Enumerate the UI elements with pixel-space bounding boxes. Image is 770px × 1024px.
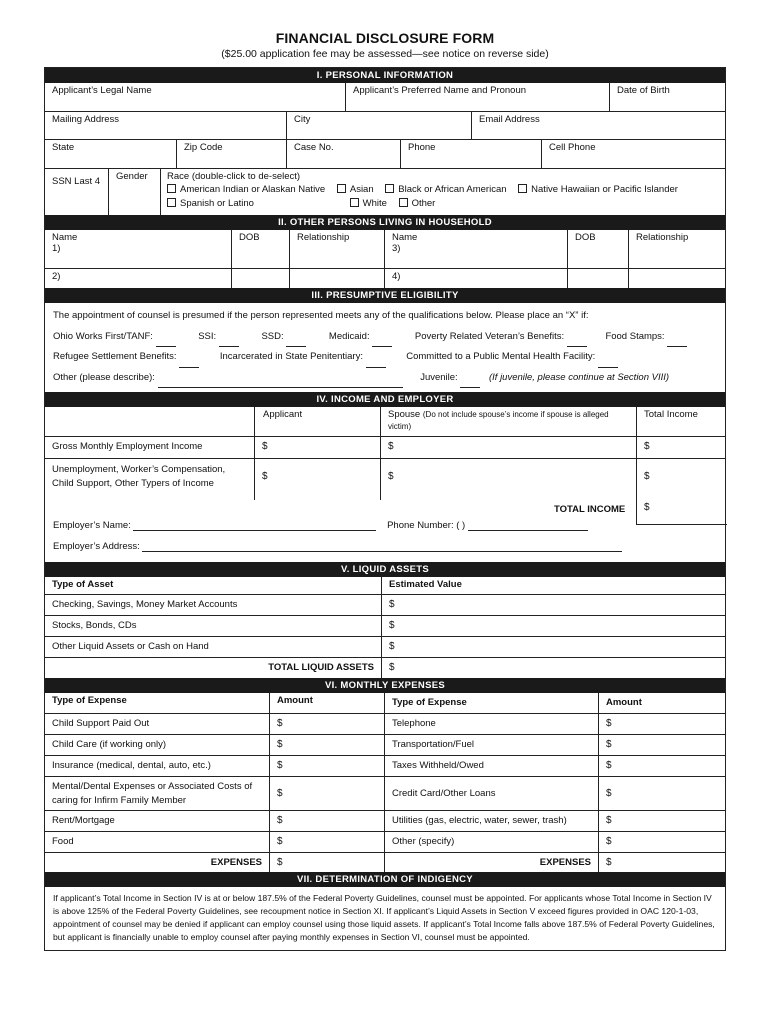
relationship-label: Relationship <box>636 232 689 243</box>
checkbox-icon[interactable] <box>167 198 176 207</box>
asset-stocks-label: Stocks, Bonds, CDs <box>52 620 137 631</box>
expense-amount-input-right[interactable]: $ <box>598 714 725 734</box>
preferred-name-field[interactable] <box>345 83 609 111</box>
mental-health-input[interactable] <box>598 359 618 368</box>
form-title: FINANCIAL DISCLOSURE FORM <box>275 30 495 46</box>
expense-amount-input-left[interactable]: $ <box>269 714 384 734</box>
race-option-american-indian[interactable]: American Indian or Alaskan Native <box>167 184 325 195</box>
household-relationship-2-field[interactable] <box>289 269 384 288</box>
medicaid-input[interactable] <box>372 338 392 347</box>
expense-amount-input-right[interactable]: $ <box>598 832 725 852</box>
employer-name-label: Employer’s Name: <box>53 520 131 531</box>
mailing-address-field[interactable] <box>45 112 286 139</box>
section-4-header: IV. INCOME AND EMPLOYER <box>45 392 725 407</box>
household-name-4-field[interactable] <box>384 269 567 288</box>
form-subtitle: ($25.00 application fee may be assessed—see notice on reverse side) <box>221 48 549 60</box>
section-7-header: VII. DETERMINATION OF INDIGENCY <box>45 872 725 887</box>
expense-label-left: Food <box>52 836 74 847</box>
eligibility-intro: The appointment of counsel is presumed if the person represented meets any of the qualifications below. Please place an “X” if: <box>53 310 589 321</box>
household-dob-4-field[interactable] <box>567 269 628 288</box>
ssd-input[interactable] <box>286 338 306 347</box>
refugee-input[interactable] <box>179 359 199 368</box>
household-dob-3-field[interactable] <box>567 230 628 268</box>
household-relationship-4-field[interactable] <box>628 269 725 288</box>
poverty-vet-input[interactable] <box>567 338 587 347</box>
expense-amount-input-left[interactable]: $ <box>269 756 384 776</box>
other-income-label: Unemployment, Worker’s Compensation, Child Support, Other Typers of Income <box>52 464 226 489</box>
incarcerated-input[interactable] <box>366 359 386 368</box>
expense-label-left: Child Care (if working only) <box>52 739 167 750</box>
expense-amount-input-left[interactable]: $ <box>269 735 384 755</box>
expense-label-left: Insurance (medical, dental, auto, etc.) <box>52 760 211 771</box>
household-name-2-field[interactable] <box>45 269 231 288</box>
other-eligibility-input[interactable] <box>158 379 403 388</box>
mailing-address-label: Mailing Address <box>52 114 120 125</box>
expense-label-right: Other (specify) <box>384 832 598 852</box>
employer-address-label: Employer’s Address: <box>53 541 140 552</box>
zip-code-field[interactable] <box>176 140 286 168</box>
gender-field[interactable] <box>108 169 160 215</box>
applicant-column-header: Applicant <box>254 407 380 436</box>
juvenile-note: (If juvenile, please continue at Section VIII) <box>488 371 670 383</box>
checkbox-icon[interactable] <box>167 184 176 193</box>
total-income-input[interactable]: $ <box>636 499 727 525</box>
email-label: Email Address <box>479 114 540 125</box>
household-name-3-field[interactable] <box>384 230 567 268</box>
expense-row <box>45 776 725 810</box>
legal-name-field[interactable] <box>45 83 345 111</box>
preferred-name-label: Applicant’s Preferred Name and Pronoun <box>353 85 527 96</box>
expenses-total-input-left[interactable]: $ <box>269 853 384 872</box>
other-income-spouse-input[interactable]: $ <box>380 459 636 500</box>
legal-name-label: Applicant’s Legal Name <box>52 85 152 96</box>
medicaid-label: Medicaid: <box>328 330 370 342</box>
relationship-label: Relationship <box>297 232 350 243</box>
juvenile-input[interactable] <box>460 379 480 388</box>
household-relationship-1-field[interactable] <box>289 230 384 268</box>
checkbox-icon[interactable] <box>399 198 408 207</box>
zip-label: Zip Code <box>184 142 223 153</box>
refugee-label: Refugee Settlement Benefits: <box>53 351 177 362</box>
poverty-vet-label: Poverty Related Veteran’s Benefits: <box>414 330 565 342</box>
financial-disclosure-form <box>44 67 726 951</box>
ssn-field[interactable] <box>45 169 108 215</box>
expense-row <box>45 755 725 776</box>
name-label: Name <box>52 232 78 243</box>
juvenile-label: Juvenile: <box>420 371 458 383</box>
expense-label-right: Credit Card/Other Loans <box>384 777 598 810</box>
expense-amount-input-left[interactable]: $ <box>269 832 384 852</box>
section-5-header: V. LIQUID ASSETS <box>45 562 725 577</box>
phone-number-label: Phone Number: ( ) <box>387 520 466 531</box>
other-eligibility-label: Other (please describe): <box>53 371 155 383</box>
asset-other-input[interactable]: $ <box>381 637 725 657</box>
row-number: 4) <box>392 271 401 282</box>
expense-amount-input-right[interactable]: $ <box>598 777 725 810</box>
checkbox-icon[interactable] <box>385 184 394 193</box>
gross-total-input[interactable]: $ <box>636 437 725 458</box>
household-dob-2-field[interactable] <box>231 269 289 288</box>
race-option-white[interactable]: White <box>350 198 387 209</box>
expense-amount-input-right[interactable]: $ <box>598 811 725 831</box>
expense-amount-input-right[interactable]: $ <box>598 735 725 755</box>
expenses-total-input-right[interactable]: $ <box>598 853 725 872</box>
race-option-spanish-latino[interactable]: Spanish or Latino <box>167 198 347 209</box>
city-field[interactable] <box>286 112 471 139</box>
expense-label-right: Taxes Withheld/Owed <box>384 756 598 776</box>
ssi-label: SSI: <box>198 330 217 342</box>
section-6-header: VI. MONTHLY EXPENSES <box>45 678 725 693</box>
race-option-black[interactable]: Black or African American <box>385 184 506 195</box>
expense-amount-input-left[interactable]: $ <box>269 811 384 831</box>
checkbox-icon[interactable] <box>337 184 346 193</box>
state-label: State <box>52 142 75 153</box>
asset-stocks-input[interactable]: $ <box>381 616 725 636</box>
employer-phone-input[interactable] <box>468 522 588 531</box>
asset-checking-label: Checking, Savings, Money Market Accounts <box>52 599 238 610</box>
household-name-1-field[interactable] <box>45 230 231 268</box>
expense-label-left: Rent/Mortgage <box>52 815 115 826</box>
date-of-birth-field[interactable] <box>609 83 725 111</box>
dob-label: Date of Birth <box>617 85 670 96</box>
case-label: Case No. <box>294 142 334 153</box>
cell-phone-label: Cell Phone <box>549 142 596 153</box>
row-number: 2) <box>52 271 61 282</box>
incarcerated-label: Incarcerated in State Penitentiary: <box>219 351 363 362</box>
expense-amount-header-left: Amount <box>269 693 384 713</box>
employer-name-input[interactable] <box>133 522 376 531</box>
cell-phone-field[interactable] <box>541 140 725 168</box>
employer-address-input[interactable] <box>142 543 622 552</box>
row-number: 1) <box>52 243 61 254</box>
food-stamps-label: Food Stamps: <box>605 330 665 342</box>
race-label: Race (double-click to de-select) <box>167 171 301 182</box>
case-number-field[interactable] <box>286 140 400 168</box>
ssn-label: SSN Last 4 <box>52 176 101 187</box>
mental-health-label: Committed to a Public Mental Health Facility: <box>406 351 596 362</box>
indigency-determination-text: If applicant’s Total Income in Section IV is at or below 187.5% of the Federal Poverty Guidelines, counsel must be appointed. For applicants whose Total Income in Section IV is above 125% of the Federal Poverty Guidelines, see recoupment notice in Section XI. If applicant’s Liquid Assets in Section V exceed figures provided in OAC 120-1-03, appointment of counsel may be denied if applicant can employ counsel using those liquid assets. If applicant’s Total Income falls above 187.5% of Federal Poverty Guidelines, but applicant is financially unable to employ counsel after paying monthly expenses in Section VI, counsel must be appointed. <box>53 893 715 942</box>
expenses-total-label-left: EXPENSES <box>210 857 262 868</box>
gross-spouse-input[interactable]: $ <box>380 437 636 458</box>
race-option-other[interactable]: Other <box>399 198 436 209</box>
household-relationship-3-field[interactable] <box>628 230 725 268</box>
total-liquid-assets-input[interactable]: $ <box>381 658 725 678</box>
state-field[interactable] <box>45 140 176 168</box>
race-option-asian[interactable]: Asian <box>337 184 374 195</box>
email-field[interactable] <box>471 112 725 139</box>
ssd-label: SSD: <box>261 330 284 342</box>
expense-row <box>45 734 725 755</box>
gross-income-label: Gross Monthly Employment Income <box>52 441 203 452</box>
other-income-applicant-input[interactable]: $ <box>254 459 380 500</box>
expense-label-left: Child Support Paid Out <box>52 718 150 729</box>
asset-type-header: Type of Asset <box>52 579 114 590</box>
ssi-input[interactable] <box>219 338 239 347</box>
expense-label-right: Utilities (gas, electric, water, sewer, trash) <box>384 811 598 831</box>
name-label: Name <box>392 232 418 243</box>
ohio-works-label: Ohio Works First/TANF: <box>53 330 153 342</box>
row-number: 3) <box>392 243 401 254</box>
gross-applicant-input[interactable]: $ <box>254 437 380 458</box>
expense-label-right: Telephone <box>384 714 598 734</box>
dob-label: DOB <box>239 232 260 243</box>
expense-amount-input-left[interactable]: $ <box>269 777 384 810</box>
checkbox-icon[interactable] <box>350 198 359 207</box>
checkbox-icon[interactable] <box>518 184 527 193</box>
expense-row <box>45 831 725 852</box>
expense-row <box>45 810 725 831</box>
section-3-header: III. PRESUMPTIVE ELIGIBILITY <box>45 288 725 303</box>
expense-label-right: Transportation/Fuel <box>384 735 598 755</box>
section-1-header: I. PERSONAL INFORMATION <box>45 68 725 83</box>
total-income-label: TOTAL INCOME <box>554 504 626 515</box>
expense-amount-input-right[interactable]: $ <box>598 756 725 776</box>
household-dob-1-field[interactable] <box>231 230 289 268</box>
asset-checking-input[interactable]: $ <box>381 595 725 615</box>
asset-other-label: Other Liquid Assets or Cash on Hand <box>52 641 209 652</box>
total-liquid-assets-label: TOTAL LIQUID ASSETS <box>268 662 374 673</box>
phone-field[interactable] <box>400 140 541 168</box>
dob-label: DOB <box>575 232 596 243</box>
total-income-column-header: Total Income <box>636 407 725 436</box>
asset-value-header: Estimated Value <box>381 577 725 594</box>
expense-type-header-right: Type of Expense <box>384 693 598 713</box>
expense-row <box>45 713 725 734</box>
other-income-total-input[interactable]: $ <box>636 459 725 500</box>
race-option-native-hawaiian[interactable]: Native Hawaiian or Pacific Islander <box>518 184 678 195</box>
gender-label: Gender <box>116 171 148 182</box>
expense-amount-header-right: Amount <box>598 693 725 713</box>
section-2-header: II. OTHER PERSONS LIVING IN HOUSEHOLD <box>45 215 725 230</box>
spouse-column-header: Spouse (Do not include spouse’s income if spouse is alleged victim) <box>380 407 636 436</box>
phone-label: Phone <box>408 142 436 153</box>
expenses-total-label-right: EXPENSES <box>384 853 598 872</box>
race-field <box>160 169 725 215</box>
income-type-header <box>45 407 254 436</box>
food-stamps-input[interactable] <box>667 338 687 347</box>
expense-label-left: Mental/Dental Expenses or Associated Costs of caring for Infirm Family Member <box>52 781 253 806</box>
city-label: City <box>294 114 311 125</box>
ohio-works-input[interactable] <box>156 338 176 347</box>
expense-type-header-left: Type of Expense <box>52 695 127 706</box>
